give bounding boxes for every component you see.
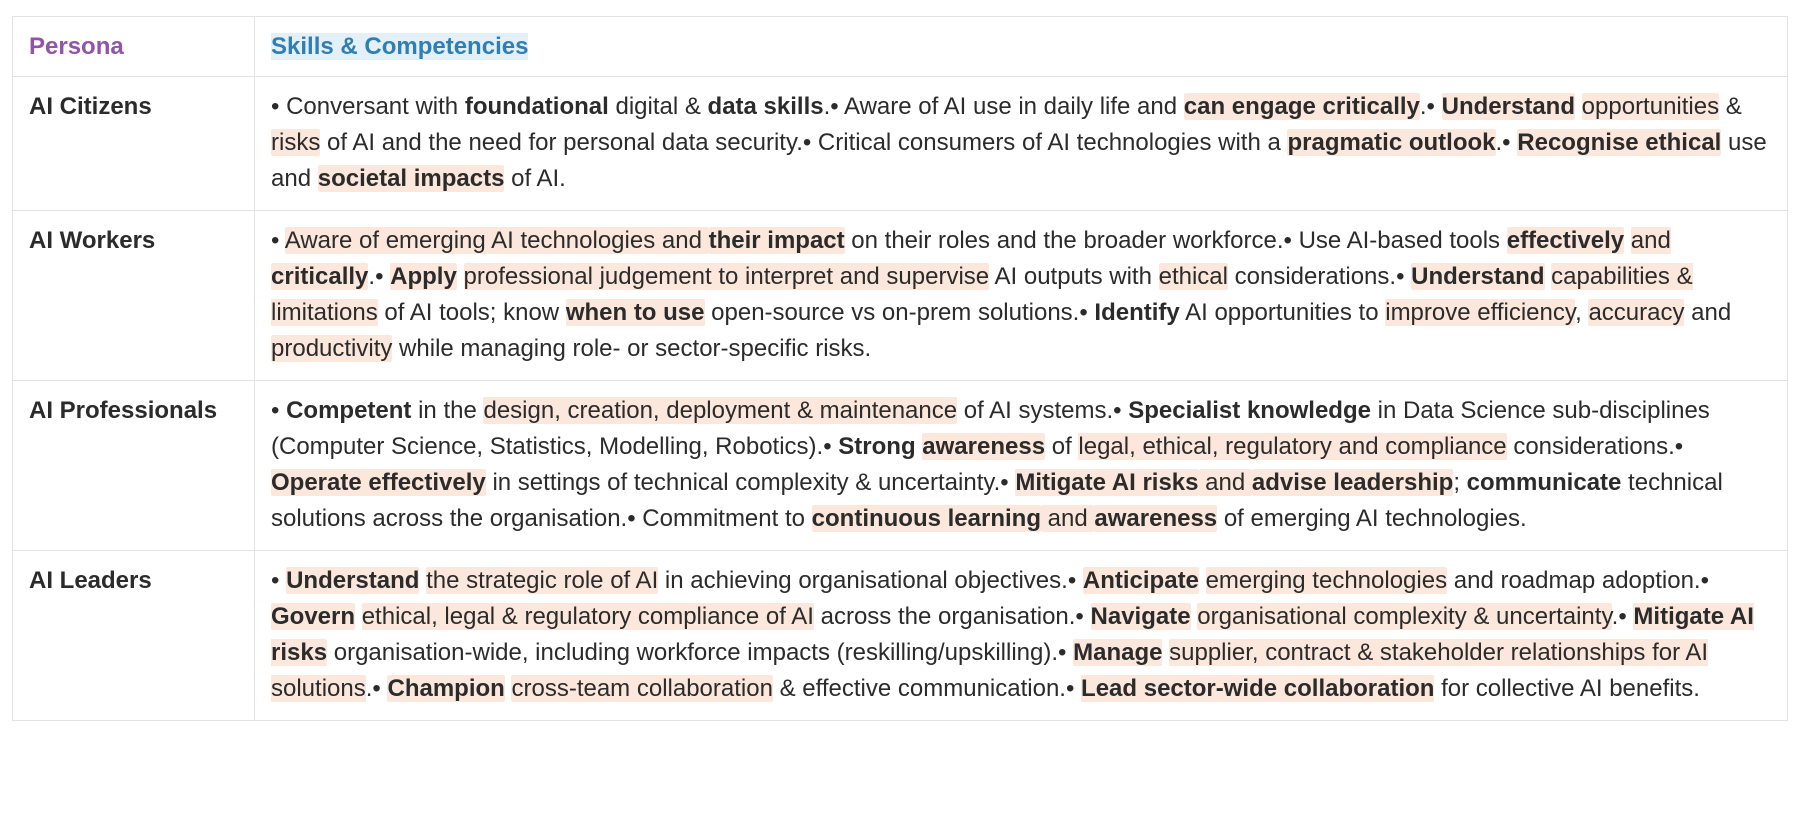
skill-text <box>355 603 362 630</box>
highlighted-text: Manage <box>1073 639 1163 666</box>
skill-text: .• <box>368 263 391 290</box>
skill-text: and roadmap adoption.• <box>1447 567 1710 594</box>
highlighted-text: Navigate <box>1090 603 1191 630</box>
highlighted-text: Anticipate <box>1082 567 1199 594</box>
skill-text: of <box>1045 433 1079 460</box>
highlighted-text: Operate effectively <box>271 469 486 496</box>
header-skills-label: Skills & Competencies <box>271 33 529 60</box>
skill-text: & effective communication.• <box>772 675 1082 702</box>
skill-text: & <box>1719 93 1742 120</box>
highlighted-text: productivity <box>271 335 393 362</box>
highlighted-text: Apply <box>390 263 457 290</box>
table-row <box>13 77 1788 211</box>
skill-text: of AI. <box>504 165 566 192</box>
highlighted-text: accuracy <box>1588 299 1685 326</box>
skill-text <box>1575 93 1582 120</box>
highlighted-text: and <box>1041 505 1095 532</box>
persona-cell: AI Professionals <box>13 381 255 551</box>
highlighted-text: Mitigate AI risks <box>1015 469 1199 496</box>
header-skills <box>255 17 1788 77</box>
highlighted-text: Recognise ethical <box>1517 129 1722 156</box>
skill-text: across the organisation.• <box>813 603 1091 630</box>
persona-skills-table <box>12 16 1788 721</box>
highlighted-text: and <box>1198 469 1252 496</box>
skill-text: of AI systems.• <box>957 397 1129 424</box>
header-persona: Persona <box>13 17 255 77</box>
highlighted-text: opportunities <box>1581 93 1720 120</box>
skill-text: in the <box>411 397 484 424</box>
skill-text: for collective AI benefits. <box>1434 675 1700 702</box>
highlighted-text: advise leadership <box>1251 469 1454 496</box>
skill-text: AI opportunities to <box>1179 299 1386 326</box>
highlighted-text: Mitigate AI risks <box>271 603 1754 666</box>
persona-cell: AI Citizens <box>13 77 255 211</box>
highlighted-text: Understand <box>286 567 420 594</box>
skill-text: .• Aware of AI use in daily life and <box>823 93 1184 120</box>
highlighted-text: emerging technologies <box>1205 567 1448 594</box>
highlighted-text: continuous learning <box>811 505 1041 532</box>
highlighted-text: capabilities & limitations <box>271 263 1693 326</box>
skill-text: .• <box>1419 93 1442 120</box>
highlighted-text: professional judgement to interpret and supervise <box>463 263 990 290</box>
highlighted-text: pragmatic outlook <box>1287 129 1496 156</box>
skill-text: digital & <box>608 93 708 120</box>
skill-text: use and <box>271 129 1767 192</box>
highlighted-text: societal impacts <box>317 165 505 192</box>
skills-cell <box>255 211 1788 381</box>
skill-text: of AI tools; know <box>377 299 566 326</box>
highlighted-text: Champion <box>387 675 505 702</box>
skill-text: AI outputs with <box>989 263 1159 290</box>
skill-text: foundational <box>464 93 609 120</box>
skill-text: • <box>271 567 287 594</box>
skill-text: • <box>271 227 285 254</box>
skill-text: in Data Science sub-disciplines (Computer Science, Statistics, Modelling, Robotics).• <box>271 397 1710 460</box>
table-row <box>13 211 1788 381</box>
highlighted-text: the strategic role of AI <box>426 567 659 594</box>
skills-cell <box>255 551 1788 721</box>
highlighted-text: design, creation, deployment & maintenance <box>483 397 958 424</box>
highlighted-text: Lead sector-wide collaboration <box>1081 675 1435 702</box>
highlighted-text: ethical <box>1158 263 1228 290</box>
skill-text: considerations.• <box>1227 263 1412 290</box>
skill-text: .• <box>365 675 388 702</box>
highlighted-text: can engage critically <box>1183 93 1420 120</box>
highlighted-text: risks <box>271 129 321 156</box>
highlighted-text: critically <box>271 263 369 290</box>
skill-text: of AI and the need for personal data security.• Critical consumers of AI technologies with a <box>320 129 1288 156</box>
skills-cell <box>255 381 1788 551</box>
highlighted-text: organisational complexity & uncertainty <box>1197 603 1612 630</box>
highlighted-text: Govern <box>271 603 356 630</box>
highlighted-text: cross-team collaboration <box>511 675 773 702</box>
table-row <box>13 551 1788 721</box>
skill-text: organisation-wide, including workforce impacts (reskilling/upskilling).• <box>327 639 1074 666</box>
highlighted-text: when to use <box>565 299 705 326</box>
skill-text: open-source vs on-prem solutions.• <box>704 299 1095 326</box>
highlighted-text: their impact <box>708 227 845 254</box>
persona-cell: AI Leaders <box>13 551 255 721</box>
skills-cell <box>255 77 1788 211</box>
skill-text: Specialist knowledge <box>1128 397 1371 424</box>
highlighted-text: awareness <box>922 433 1046 460</box>
skill-text: ; <box>1453 469 1467 496</box>
highlighted-text: effectively <box>1506 227 1625 254</box>
skill-text <box>1199 567 1206 594</box>
skill-text: Competent <box>286 397 412 424</box>
highlighted-text: Understand <box>1441 93 1575 120</box>
skill-text: Identify <box>1094 299 1180 326</box>
skill-text: • Conversant with <box>271 93 465 120</box>
skill-text: on their roles and the broader workforce.• Use AI-based tools <box>844 227 1507 254</box>
skill-text: technical solutions across the organisation.• Commitment to <box>271 469 1723 532</box>
skill-text: , <box>1575 299 1589 326</box>
highlighted-text: legal, ethical, regulatory and compliance <box>1078 433 1507 460</box>
skill-text: in achieving organisational objectives.• <box>658 567 1083 594</box>
table-header-row <box>13 17 1788 77</box>
skill-text: .• <box>1611 603 1634 630</box>
highlighted-text: awareness <box>1094 505 1218 532</box>
skill-text: and <box>1684 299 1732 326</box>
skill-text: .• <box>1495 129 1518 156</box>
highlighted-text: supplier, contract & stakeholder relationships for AI solutions <box>271 639 1709 702</box>
highlighted-text: ethical, legal & regulatory compliance of AI <box>361 603 814 630</box>
skill-text: of emerging AI technologies. <box>1217 505 1527 532</box>
skill-text <box>457 263 464 290</box>
table-row <box>13 381 1788 551</box>
skill-text: communicate <box>1466 469 1622 496</box>
skill-text: while managing role- or sector-specific risks. <box>392 335 872 362</box>
skill-text: considerations.• <box>1506 433 1684 460</box>
highlighted-text: improve efficiency <box>1385 299 1576 326</box>
skill-text: Strong <box>838 433 916 460</box>
persona-cell: AI Workers <box>13 211 255 381</box>
skill-text <box>1624 227 1631 254</box>
skill-text: data skills <box>707 93 824 120</box>
highlighted-text: Understand <box>1411 263 1545 290</box>
highlighted-text: Aware of emerging AI technologies and <box>284 227 709 254</box>
skill-text: in settings of technical complexity & uncertainty.• <box>485 469 1016 496</box>
skill-text: • <box>271 397 287 424</box>
highlighted-text: and <box>1630 227 1671 254</box>
